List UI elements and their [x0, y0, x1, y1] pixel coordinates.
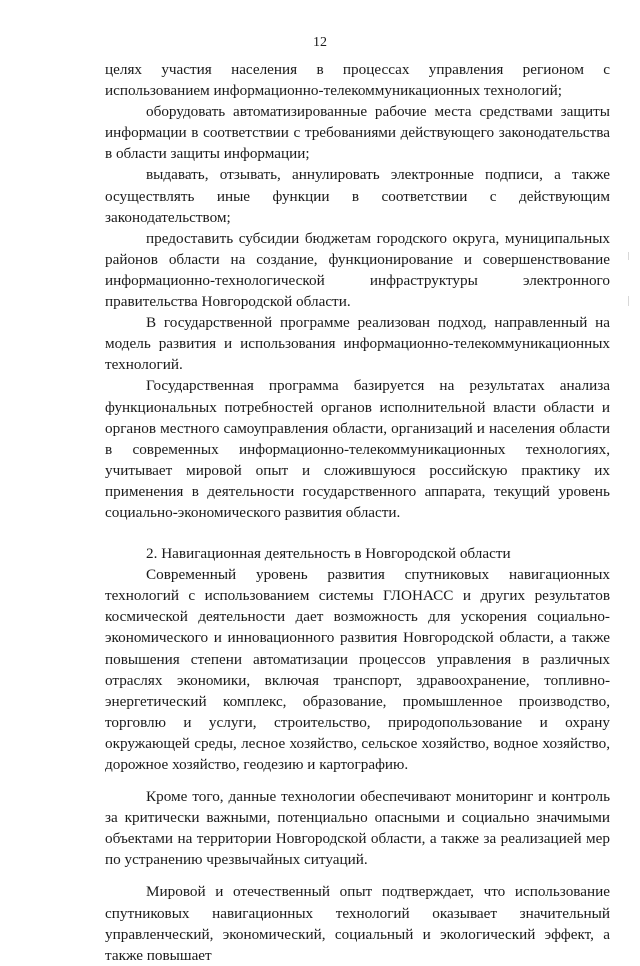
- scan-edge-mark: [628, 252, 629, 260]
- paragraph-monitoring: Кроме того, данные технологии обеспечивают мониторинг и контроль за критически важными, потенциально опасными и социально значимыми объектами на территории Новгородской области, а также за реализацией мер по устранению чрезвычайных ситуаций.: [105, 788, 610, 869]
- paragraph-protection: оборудовать автоматизированные рабочие места средствами защиты информации в соответствии с требованиями действующего законодательства в области защиты информации;: [105, 103, 610, 163]
- paragraph-subsidies: предоставить субсидии бюджетам городского округа, муниципальных районов области на создание, функционирование и совершенствование информационно-технологической инфраструктуры электронного правительства Новгородской области.: [105, 229, 610, 311]
- paragraph-program-basis: Государственная программа базируется на результатах анализа функциональных потребностей органов исполнительной власти области и органов местного самоуправления области, организаций и населения области в современных информационно-телекоммуникационных технологиях, учитывает мировой опыт и сложившуюся российскую практику их применения в деятельности государственного аппарата, текущий уровень социально-экономического развития области.: [105, 377, 610, 521]
- paragraph-continuation: целях участия населения в процессах управления регионом с использованием информационно-телекоммуникационных технологий;: [105, 61, 610, 100]
- section-spacer: [105, 523, 610, 543]
- scan-edge-mark: [628, 296, 629, 306]
- paragraph-spacer: [105, 775, 610, 786]
- paragraph-approach: В государственной программе реализован подход, направленный на модель развития и использования информационно-телекоммуникационных технологий.: [105, 314, 610, 374]
- paragraph-spacer: [105, 870, 610, 881]
- document-body: [105, 59, 610, 966]
- paragraph-glonass: Современный уровень развития спутниковых навигационных технологий с использованием системы ГЛОНАСС и других результатов космической деятельности дает возможность для ускорения социально-экономического и инновационного развития Новгородской области, а также повышения степени автоматизации процессов управления в различных отраслях экономики, включая транспорт, здравоохранение, топливно-энергетический комплекс, образование, промышленное производство, торговлю и услуги, строительство, природопользование и охрану окружающей среды, лесное хозяйство, сельское хозяйство, водное хозяйство, дорожное хозяйство, геодезию и картографию.: [105, 566, 610, 773]
- paragraph-signatures: выдавать, отзывать, аннулировать электронные подписи, а также осуществлять иные функции в соответствии с действующим законодательством;: [105, 166, 610, 226]
- paragraph-experience: Мировой и отечественный опыт подтверждает, что использование спутниковых навигационных технологий оказывает значительный управленческий, экономический, социальный и экологический эффект, а также повышает: [105, 883, 610, 964]
- section-heading: 2. Навигационная деятельность в Новгородской области: [146, 545, 511, 563]
- page-number: 12: [313, 35, 327, 50]
